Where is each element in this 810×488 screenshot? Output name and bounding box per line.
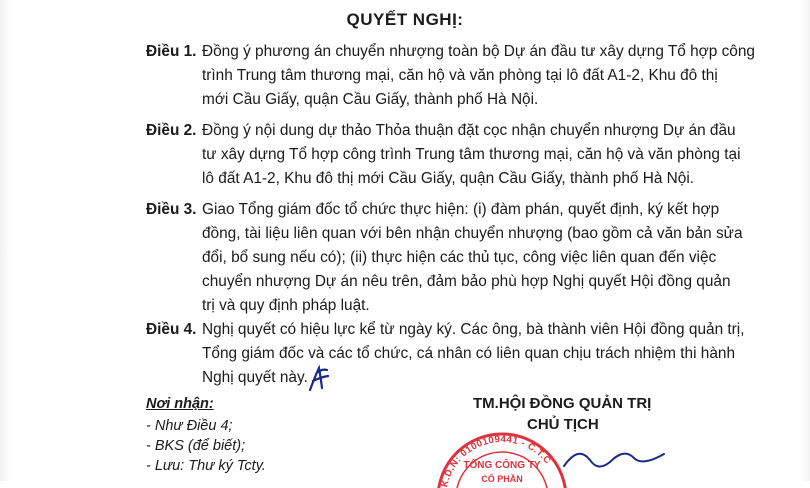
- article-4: [146, 318, 766, 390]
- recipients-title: Nơi nhận:: [146, 396, 214, 412]
- company-seal-icon: [428, 428, 568, 488]
- article-2: [146, 119, 766, 191]
- recipient-item: - Lưu: Thư ký Tcty.: [146, 458, 266, 474]
- article-3: [146, 198, 766, 318]
- seal-company-type-text: CỔ PHẦN: [481, 474, 523, 484]
- article-line: Tổng giám đốc và các tổ chức, cá nhân có liên quan chịu trách nhiệm thi hành: [202, 345, 736, 362]
- article-line: trị và quy định pháp luật.: [202, 297, 370, 314]
- article-line: Nghị quyết này.: [202, 369, 308, 386]
- article-number: Điều 4.: [146, 321, 197, 338]
- recipient-item: - BKS (để biết);: [146, 438, 246, 454]
- article-line: Giao Tổng giám đốc tổ chức thực hiện: (i) đàm phán, quyết định, ký kết hợp: [202, 201, 720, 218]
- article-line: Đồng ý nội dung dự thảo Thỏa thuận đặt cọc nhận chuyển nhượng Dự án đầu: [202, 122, 736, 139]
- article-line: tư xây dựng Tổ hợp công trình Trung tâm thương mại, căn hộ và văn phòng tại: [202, 146, 741, 163]
- article-number: Điều 1.: [146, 43, 197, 60]
- article-line: chuyển nhượng Dự án nêu trên, đảm bảo phù hợp Nghị quyết Hội đồng quản: [202, 273, 731, 290]
- handwritten-initial-icon: [304, 364, 332, 394]
- article-line: trình Trung tâm thương mại, căn hộ và văn phòng tại lô đất A1-2, Khu đô thị: [202, 67, 718, 84]
- seal-company-text: TỔNG CÔNG TY: [463, 460, 541, 471]
- signatory-position: CHỦ TỊCH: [527, 416, 599, 433]
- article-line: đồng, tài liệu liên quan với bên nhận chuyển nhượng (bao gồm cả văn bản sửa: [202, 225, 743, 242]
- article-number: Điều 2.: [146, 122, 197, 139]
- article-line: đổi, bổ sung nếu có); (ii) thực hiện các thủ tục, công việc liên quan đến việc: [202, 249, 717, 266]
- recipient-item: - Như Điều 4;: [146, 418, 233, 434]
- article-1: [146, 40, 766, 112]
- article-line: mới Cầu Giấy, quận Cầu Giấy, thành phố Hà Nội.: [202, 91, 539, 108]
- resolution-heading: QUYẾT NGHỊ:: [346, 10, 464, 29]
- article-number: Điều 3.: [146, 201, 197, 218]
- signatory-title: TM.HỘI ĐỒNG QUẢN TRỊ: [473, 395, 652, 412]
- seal-registration-text: K.D.N: 0100109441 - C.T.C: [439, 433, 554, 488]
- chairman-signature-icon: [560, 440, 670, 480]
- article-line: Đồng ý phương án chuyển nhượng toàn bộ Dự án đầu tư xây dựng Tổ hợp công: [202, 43, 755, 60]
- article-line: lô đất A1-2, Khu đô thị mới Cầu Giấy, quận Cầu Giấy, thành phố Hà Nội.: [202, 170, 695, 187]
- article-line: Nghị quyết có hiệu lực kể từ ngày ký. Các ông, bà thành viên Hội đồng quản trị,: [202, 321, 745, 338]
